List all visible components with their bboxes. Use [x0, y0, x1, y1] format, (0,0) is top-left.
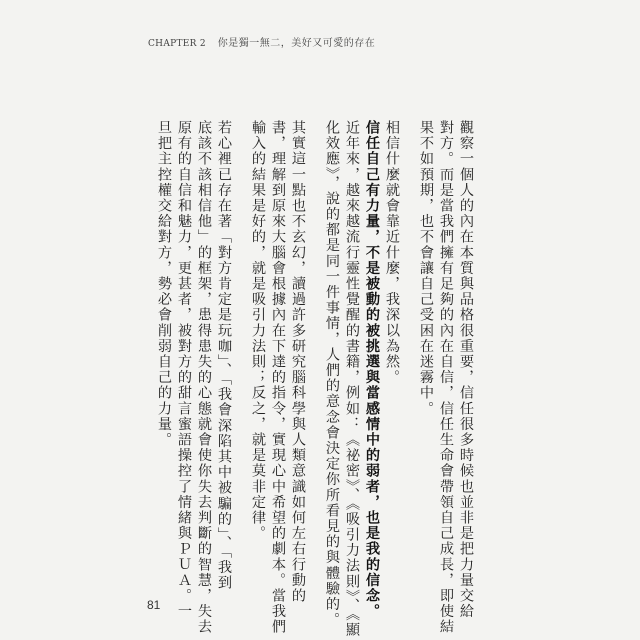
emphasized-statement: 信任自己有力量，不是被動的被挑選與當感情中的弱者，也是我的信念。 [364, 120, 380, 620]
text-column: 若心裡已存在著「對方肯定是玩咖」、「我會深陷其中被騙的」、「我到 [216, 120, 232, 591]
text-column: 原有的自信和魅力，更甚者，被對方的甜言蜜語操控了情緒與ＰＵＡ。一 [176, 120, 192, 620]
text-column: 果不如預期，也不會讓自己受困在迷霧中。 [418, 120, 434, 417]
text-column: 底該不該相信他」的框架，患得患失的心態就會使你失去判斷的智慧，失去 [196, 120, 212, 635]
text-column: 輸入的結果是好的，就是吸引力法則；反之，就是莫非定律。 [250, 120, 266, 542]
text-column: 化效應》，說的都是同一件事情，人們的意念會決定你所看見的與體驗的。 [324, 120, 340, 628]
page-number: 81 [147, 598, 161, 612]
text-column: 其實這一點也不玄幻，讀過許多研究腦科學與人類意識如何左右行動的 [290, 120, 306, 604]
text-column: 相信什麼就會靠近什麼，我深以為然。 [384, 120, 400, 386]
running-header [148, 34, 375, 49]
text-column: 書，理解到原來大腦會根據內在下達的指令，實現心中希望的劇本。當我們 [270, 120, 286, 635]
chapter-label: CHAPTER 2 [148, 39, 206, 49]
text-column: 旦把主控權交給對方，勢必會削弱自己的力量。 [156, 120, 172, 448]
text-column: 觀察一個人的內在本質與品格很重要，信任很多時候也並非是把力量交給 [458, 120, 474, 620]
vertical-text-body [150, 120, 490, 638]
chapter-title: 你是獨一無二，美好又可愛的存在 [217, 38, 376, 49]
text-column: 對方。而是當我們擁有足夠的內在自信，信任生命會帶領自己成長，即使結 [438, 120, 454, 635]
text-column: 近年來，越來越流行靈性覺醒的書籍，例如：《祕密》、《吸引力法則》、《顯 [344, 120, 360, 638]
